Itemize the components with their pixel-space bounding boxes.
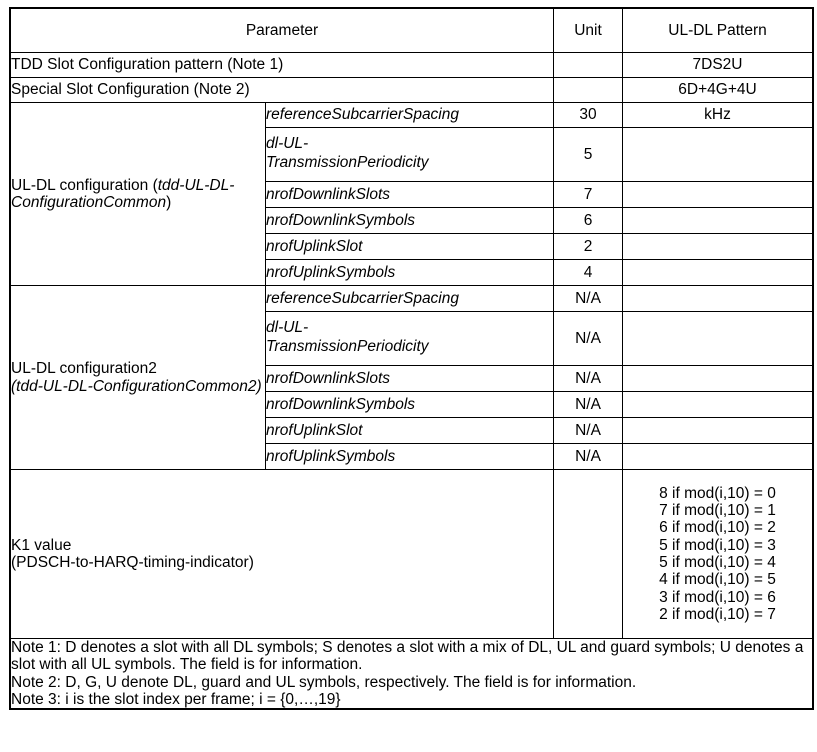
- ul-dl-configuration-label-close: ): [166, 194, 172, 211]
- sub-param-nrof-downlink-symbols: nrofDownlinkSymbols: [266, 208, 554, 234]
- table-row-k1-value: [11, 470, 813, 639]
- sub-param2-reference-subcarrier-spacing: referenceSubcarrierSpacing: [266, 286, 554, 312]
- row-pattern-k1-value-list: [623, 470, 813, 639]
- row-pattern-special-slot-configuration: 6D+4G+4U: [623, 78, 813, 103]
- sub-param2-dl-ul-transmission-periodicity-line1: dl-UL-: [266, 319, 309, 337]
- sub-param2-nrof-uplink-symbols: nrofUplinkSymbols: [266, 444, 554, 470]
- ul-dl-configuration2-label-italic: (tdd-UL-DL-ConfigurationCommon2): [11, 377, 262, 395]
- sub-unit2-nrof-uplink-symbols: N/A: [554, 444, 623, 470]
- header-parameter: Parameter: [11, 9, 554, 53]
- sub-param-nrof-uplink-symbols: nrofUplinkSymbols: [266, 260, 554, 286]
- row-label-special-slot-configuration: Special Slot Configuration (Note 2): [11, 78, 554, 103]
- sub-unit2-nrof-downlink-slots: N/A: [554, 366, 623, 392]
- k1-value-item: 2 if mod(i,10) = 7: [659, 606, 776, 624]
- sub-pattern2-reference-subcarrier-spacing: [623, 286, 813, 312]
- row-label-k1-value: [11, 470, 554, 639]
- sub-pattern-nrof-downlink-slots: [623, 182, 813, 208]
- sub-pattern-dl-ul-transmission-periodicity: [623, 128, 813, 182]
- k1-value-label-line2: (PDSCH-to-HARQ-timing-indicator): [11, 554, 254, 571]
- table-row: [11, 78, 813, 103]
- sub-pattern-nrof-uplink-symbols: [623, 260, 813, 286]
- sub-unit2-dl-ul-transmission-periodicity: N/A: [554, 312, 623, 366]
- row-label-ul-dl-configuration: [11, 103, 266, 286]
- sub-unit-nrof-downlink-symbols: 6: [554, 208, 623, 234]
- sub-unit-nrof-downlink-slots: 7: [554, 182, 623, 208]
- header-ul-dl-pattern: UL-DL Pattern: [623, 9, 813, 53]
- k1-value-item: 5 if mod(i,10) = 3: [659, 536, 776, 554]
- sub-unit-nrof-uplink-symbols: 4: [554, 260, 623, 286]
- k1-value-item: 8 if mod(i,10) = 0: [659, 484, 776, 502]
- sub-param-dl-ul-transmission-periodicity-line1: dl-UL-: [266, 135, 309, 153]
- k1-value-label-line1: K1 value: [11, 536, 72, 554]
- sub-param2-dl-ul-transmission-periodicity: [266, 312, 554, 366]
- sub-pattern2-nrof-uplink-slot: [623, 418, 813, 444]
- table-row-notes: [11, 639, 813, 709]
- sub-pattern2-nrof-downlink-slots: [623, 366, 813, 392]
- sub-pattern-nrof-downlink-symbols: [623, 208, 813, 234]
- ul-dl-configuration-label-plain: UL-DL configuration (: [11, 176, 158, 194]
- sub-pattern-reference-subcarrier-spacing: kHz: [623, 103, 813, 128]
- k1-value-item: 7 if mod(i,10) = 1: [659, 501, 776, 519]
- k1-value-item: 6 if mod(i,10) = 2: [659, 519, 776, 537]
- header-unit: Unit: [554, 9, 623, 53]
- sub-pattern2-dl-ul-transmission-periodicity: [623, 312, 813, 366]
- row-unit-tdd-slot-configuration-pattern: [554, 53, 623, 78]
- sub-param-dl-ul-transmission-periodicity-line2: TransmissionPeriodicity: [266, 154, 429, 171]
- sub-param2-dl-ul-transmission-periodicity-line2: TransmissionPeriodicity: [266, 338, 429, 355]
- table-notes: [11, 639, 813, 709]
- table-row: [11, 53, 813, 78]
- sub-pattern2-nrof-uplink-symbols: [623, 444, 813, 470]
- table-row: [11, 286, 813, 312]
- k1-value-item: 4 if mod(i,10) = 5: [659, 571, 776, 589]
- sub-pattern-nrof-uplink-slot: [623, 234, 813, 260]
- ul-dl-configuration-label-italic: tdd-UL-DL-ConfigurationCommon: [11, 176, 235, 211]
- note-3: Note 3: i is the slot index per frame; i = {0,…,19}: [11, 691, 341, 709]
- sub-pattern2-nrof-downlink-symbols: [623, 392, 813, 418]
- sub-unit2-reference-subcarrier-spacing: N/A: [554, 286, 623, 312]
- sub-param-dl-ul-transmission-periodicity: [266, 128, 554, 182]
- sub-param-nrof-uplink-slot: nrofUplinkSlot: [266, 234, 554, 260]
- row-unit-special-slot-configuration: [554, 78, 623, 103]
- sub-unit-dl-ul-transmission-periodicity: 5: [554, 128, 623, 182]
- sub-param-reference-subcarrier-spacing: referenceSubcarrierSpacing: [266, 103, 554, 128]
- sub-unit-nrof-uplink-slot: 2: [554, 234, 623, 260]
- sub-unit-reference-subcarrier-spacing: 30: [554, 103, 623, 128]
- sub-param2-nrof-downlink-symbols: nrofDownlinkSymbols: [266, 392, 554, 418]
- row-unit-k1-value: [554, 470, 623, 639]
- table-header-row: [11, 9, 813, 53]
- k1-value-item: 5 if mod(i,10) = 4: [659, 554, 776, 571]
- sub-unit2-nrof-uplink-slot: N/A: [554, 418, 623, 444]
- table-row: [11, 103, 813, 128]
- ul-dl-configuration2-label-plain: UL-DL configuration2: [11, 360, 157, 378]
- k1-value-item: 3 if mod(i,10) = 6: [659, 588, 776, 606]
- row-label-ul-dl-configuration2: [11, 286, 266, 470]
- note-1: Note 1: D denotes a slot with all DL symbols; S denotes a slot with a mix of DL, UL and guard symbols; U denotes a slot with all UL symbols. The field is for information.: [11, 639, 804, 674]
- sub-param2-nrof-uplink-slot: nrofUplinkSlot: [266, 418, 554, 444]
- tdd-configuration-table: [10, 8, 813, 709]
- sub-param2-nrof-downlink-slots: nrofDownlinkSlots: [266, 366, 554, 392]
- sub-unit2-nrof-downlink-symbols: N/A: [554, 392, 623, 418]
- note-2: Note 2: D, G, U denote DL, guard and UL symbols, respectively. The field is for information.: [11, 673, 637, 691]
- row-label-tdd-slot-configuration-pattern: TDD Slot Configuration pattern (Note 1): [11, 53, 554, 78]
- row-pattern-tdd-slot-configuration-pattern: 7DS2U: [623, 53, 813, 78]
- sub-param-nrof-downlink-slots: nrofDownlinkSlots: [266, 182, 554, 208]
